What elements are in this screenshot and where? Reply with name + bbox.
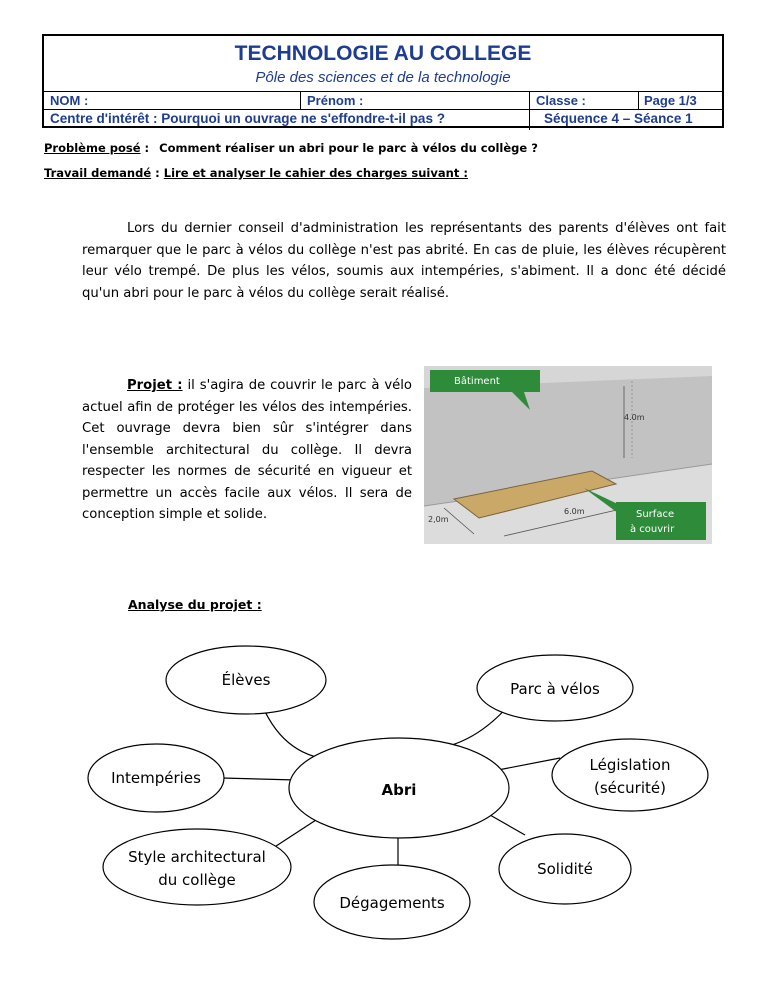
site-figure — [424, 366, 712, 544]
node-abri-label: Abri — [381, 781, 417, 799]
node-legislation-label-1: Législation — [589, 756, 671, 774]
length-label: 6.0m — [564, 507, 585, 516]
travail-text: Lire et analyser le cahier des charges suivant : — [163, 166, 468, 180]
probleme-line — [44, 141, 538, 155]
height-label: 4.0m — [624, 413, 645, 422]
node-eleves-label: Élèves — [221, 671, 271, 689]
page-number: Page 1/3 — [644, 93, 697, 108]
surface-label-line2: à couvrir — [630, 524, 675, 535]
projet-text: il s'agira de couvrir le parc à vélo actuel afin de protéger les vélos des intempéries. Cet ouvrage devra bien sûr s'intégrer dans l'ensemble architectural du collège. Il devra respecter les normes de sécurité en vigueur et permettre un accès facile aux vélos. Il sera de conception simple et solide. — [82, 378, 412, 522]
batiment-label: Bâtiment — [454, 376, 500, 387]
centre-interet: Centre d'intérêt : Pourquoi un ouvrage ne s'effondre-t-il pas ? — [50, 111, 445, 126]
header-divider — [44, 109, 722, 110]
connector-legislation — [498, 758, 560, 770]
node-style-label-1: Style architectural — [128, 848, 266, 866]
page-subtitle: Pôle des sciences et de la technologie — [255, 69, 511, 86]
node-degagements-label: Dégagements — [339, 894, 445, 912]
prenom-label: Prénom : — [307, 93, 364, 108]
sequence-label: Séquence 4 – Séance 1 — [544, 111, 693, 126]
node-style — [103, 829, 291, 905]
nom-label: NOM : — [50, 93, 89, 108]
node-intemperies-label: Intempéries — [111, 769, 201, 787]
header-divider — [529, 91, 530, 130]
node-solidite-label: Solidité — [537, 860, 593, 878]
travail-label: Travail demandé — [44, 166, 152, 180]
travail-line — [44, 166, 468, 180]
travail-separator: : — [151, 166, 164, 180]
mind-map — [0, 640, 768, 994]
width-label: 2,0m — [428, 515, 449, 524]
analyse-title: Analyse du projet : — [128, 597, 262, 612]
surface-label-line1: Surface — [636, 509, 675, 520]
header-divider — [300, 91, 301, 109]
node-legislation — [552, 739, 708, 811]
node-style-label-2: du collège — [158, 871, 236, 889]
probleme-text: Comment réaliser un abri pour le parc à vélos du collège ? — [159, 141, 538, 155]
header-divider — [44, 91, 722, 92]
node-legislation-label-2: (sécurité) — [594, 779, 666, 797]
probleme-label: Problème posé — [44, 141, 141, 155]
connector-solidite — [490, 815, 525, 835]
page-title: TECHNOLOGIE AU COLLEGE — [234, 42, 532, 65]
projet-paragraph — [82, 375, 412, 526]
classe-label: Classe : — [536, 93, 586, 108]
node-parc-label: Parc à vélos — [510, 680, 600, 698]
probleme-separator: : — [140, 141, 154, 155]
header-divider — [638, 91, 639, 109]
intro-paragraph: Lors du dernier conseil d'administration les représentants des parents d'élèves ont fait remarquer que le parc à vélos du collège n'est pas abrité. En cas de pluie, les élèves récupèrent leur vélo trempé. De plus les vélos, soumis aux intempéries, s'abiment. Il a donc été décidé qu'un abri pour le parc à vélos du collège serait réalisé. — [82, 221, 726, 301]
header-box — [42, 34, 724, 128]
connector-intemperies — [222, 778, 296, 780]
connector-style — [270, 820, 316, 850]
projet-label: Projet : — [127, 378, 183, 393]
